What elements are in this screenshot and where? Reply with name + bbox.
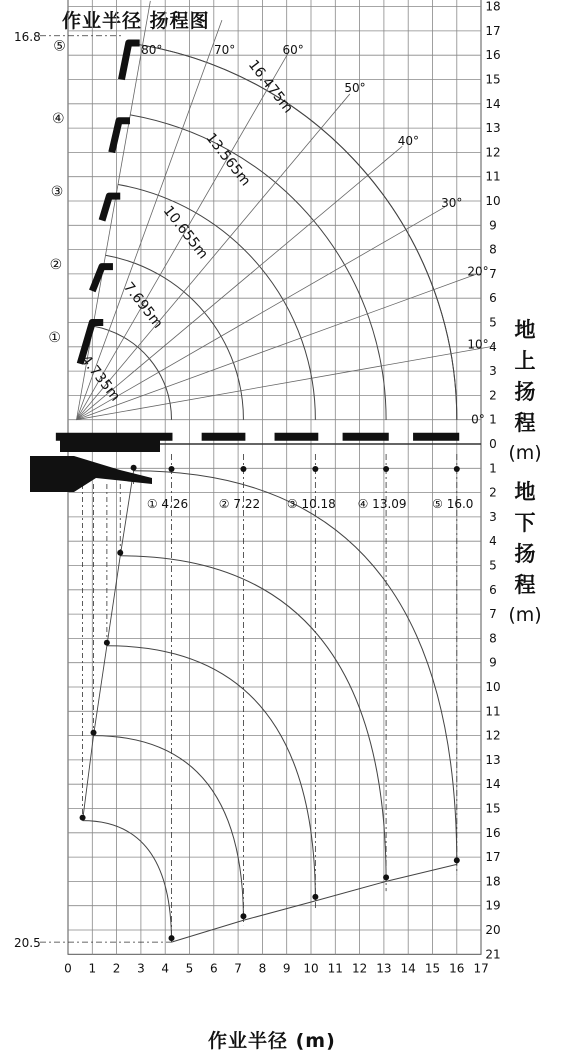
x-tick-label: 7 bbox=[234, 961, 242, 976]
boom-section-number: ④ bbox=[51, 111, 65, 128]
y-tick-label-below: 8 bbox=[489, 631, 497, 646]
boom-raised bbox=[121, 43, 139, 79]
boom-raised bbox=[112, 121, 130, 153]
x-tick-label: 5 bbox=[185, 961, 194, 976]
above-unit: (m) bbox=[508, 442, 542, 464]
angle-label: 20° bbox=[467, 264, 489, 279]
axis-labels bbox=[14, 0, 501, 975]
x-axis-title: 作业半径 (m) bbox=[208, 1030, 336, 1052]
hook-marker bbox=[383, 466, 389, 472]
reach-curve-below bbox=[107, 646, 315, 901]
y-tick-label-below: 15 bbox=[485, 801, 501, 816]
boom-section-number: ③ bbox=[50, 184, 64, 201]
angle-label: 60° bbox=[282, 43, 304, 57]
left-mark-max-depth: 20.5 bbox=[14, 936, 41, 951]
x-tick-label: 15 bbox=[424, 961, 441, 976]
boom-raised bbox=[102, 196, 120, 220]
angle-label: 0° bbox=[471, 412, 485, 427]
boom-base bbox=[60, 440, 160, 452]
y-tick-label-below: 17 bbox=[485, 850, 501, 865]
x-tick-label: 11 bbox=[327, 961, 343, 976]
y-tick-label-above: 2 bbox=[489, 388, 497, 403]
below-char-3: 扬 bbox=[514, 542, 536, 566]
y-tick-label-below: 2 bbox=[489, 485, 497, 500]
hook-marker-top-below bbox=[131, 465, 137, 471]
y-tick-label-below: 5 bbox=[489, 558, 497, 573]
y-tick-label-above: 15 bbox=[485, 72, 501, 87]
angle-ray bbox=[77, 207, 445, 420]
x-tick-label: 1 bbox=[88, 961, 97, 976]
x-tick-label: 13 bbox=[376, 961, 392, 976]
radius-label: ① 4.26 bbox=[146, 497, 189, 511]
x-tick-label: 6 bbox=[209, 961, 218, 976]
hook-marker-below bbox=[454, 857, 460, 863]
y-tick-label-above: 10 bbox=[485, 194, 501, 208]
hook-marker bbox=[454, 466, 460, 472]
hook-marker-below bbox=[383, 874, 389, 880]
y-tick-label-below: 6 bbox=[489, 582, 497, 597]
y-tick-label-above: 13 bbox=[485, 121, 501, 136]
reach-curve-below bbox=[94, 736, 244, 921]
boom-length-label: 13.565m bbox=[202, 130, 254, 190]
radius-label: ③ 10.18 bbox=[286, 497, 336, 511]
angle-label: 40° bbox=[397, 134, 420, 149]
y-tick-label-above: 8 bbox=[489, 242, 497, 257]
angle-label: 70° bbox=[214, 43, 236, 57]
angle-label: 80° bbox=[141, 43, 163, 57]
y-tick-label-above: 14 bbox=[485, 96, 501, 111]
y-tick-label-above: 18 bbox=[485, 0, 501, 14]
radius-label: ⑤ 16.0 bbox=[432, 497, 474, 511]
y-tick-label-above: 7 bbox=[489, 266, 497, 281]
y-tick-label-below: 18 bbox=[485, 874, 501, 889]
diagram-title: 作业半径 扬程图 bbox=[62, 10, 210, 32]
hook-marker-top-below bbox=[117, 550, 123, 556]
y-tick-label-below: 1 bbox=[489, 461, 497, 476]
angle-ray bbox=[77, 20, 222, 420]
y-tick-label-above: 1 bbox=[489, 412, 497, 427]
y-tick-label-below: 16 bbox=[485, 825, 501, 840]
truck-base bbox=[30, 456, 152, 492]
y-tick-label-above: 9 bbox=[489, 218, 497, 233]
y-tick-label-below: 10 bbox=[485, 680, 501, 694]
x-tick-label: 2 bbox=[112, 961, 121, 976]
y-tick-label-below: 11 bbox=[485, 704, 501, 719]
depth-envelope bbox=[172, 864, 457, 942]
y-tick-label-above: 16 bbox=[485, 48, 501, 63]
below-char-2: 下 bbox=[514, 511, 536, 535]
below-char-1: 地 bbox=[514, 480, 536, 504]
left-mark-max-height: 16.8 bbox=[14, 29, 41, 44]
below-unit: (m) bbox=[508, 604, 542, 626]
y-tick-label-below: 9 bbox=[489, 655, 497, 670]
boom-length-label: 10.655m bbox=[159, 202, 211, 263]
boom-section-number: ② bbox=[49, 257, 63, 274]
x-tick-label: 4 bbox=[161, 961, 170, 976]
hook-marker-top-below bbox=[104, 640, 110, 646]
boom-section-number: ① bbox=[48, 329, 61, 346]
below-char-4: 程 bbox=[514, 573, 536, 597]
y-tick-label-below: 19 bbox=[485, 898, 501, 913]
angle-label: 50° bbox=[344, 80, 366, 95]
y-tick-label-below: 4 bbox=[489, 534, 497, 549]
y-tick-label-below: 14 bbox=[485, 777, 501, 792]
y-tick-label-below: 12 bbox=[485, 728, 501, 743]
above-char-3: 扬 bbox=[514, 380, 536, 404]
below-ground-depth-label bbox=[505, 482, 545, 635]
y-tick-label-below: 20 bbox=[485, 923, 501, 937]
y-tick-label-above: 4 bbox=[489, 339, 497, 354]
y-tick-label-below: 21 bbox=[485, 947, 501, 962]
y-tick-label-below: 7 bbox=[489, 607, 497, 622]
hook-marker-top-below bbox=[80, 815, 86, 821]
hook-marker bbox=[312, 466, 318, 472]
x-tick-label: 3 bbox=[137, 961, 145, 976]
radius-label: ② 7.22 bbox=[218, 497, 261, 511]
y-tick-label-above: 6 bbox=[489, 291, 497, 306]
radius-label: ④ 13.09 bbox=[357, 497, 407, 511]
y-tick-label-above: 17 bbox=[485, 23, 501, 38]
x-tick-label: 10 bbox=[303, 961, 319, 976]
y-tick-label-above: 3 bbox=[489, 364, 497, 379]
angle-label: 10° bbox=[467, 337, 489, 352]
x-tick-label: 0 bbox=[64, 961, 72, 976]
above-char-2: 上 bbox=[514, 349, 536, 373]
y-tick-label-above: 5 bbox=[489, 315, 497, 330]
boom-section-number: ⑤ bbox=[53, 38, 66, 55]
above-char-4: 程 bbox=[514, 411, 536, 435]
hook-marker-below bbox=[240, 913, 246, 919]
above-ground-height-label bbox=[505, 320, 545, 473]
boom-length-label: 16.475m bbox=[244, 57, 296, 117]
boom-length-label: 4.735m bbox=[77, 352, 124, 405]
x-tick-label: 12 bbox=[351, 961, 368, 976]
x-tick-label: 14 bbox=[400, 961, 416, 976]
hook-marker-below bbox=[169, 935, 175, 941]
angle-label: 30° bbox=[441, 196, 463, 211]
above-char-1: 地 bbox=[514, 318, 536, 342]
x-tick-label: 16 bbox=[449, 961, 465, 976]
boom-length-label: 7.695m bbox=[119, 279, 166, 332]
y-tick-label-below: 3 bbox=[489, 509, 497, 524]
x-tick-label: 17 bbox=[473, 961, 489, 976]
y-tick-label-above: 0 bbox=[489, 437, 497, 451]
x-tick-label: 9 bbox=[282, 961, 291, 976]
y-tick-label-above: 11 bbox=[485, 169, 501, 184]
hook-marker-top-below bbox=[91, 730, 97, 736]
hook-marker bbox=[169, 466, 175, 472]
hook-marker bbox=[240, 466, 246, 472]
y-tick-label-below: 13 bbox=[485, 752, 501, 767]
x-tick-label: 8 bbox=[258, 961, 267, 976]
y-tick-label-above: 12 bbox=[485, 145, 501, 160]
boom-raised bbox=[92, 267, 113, 291]
hook-marker-below bbox=[312, 894, 318, 900]
